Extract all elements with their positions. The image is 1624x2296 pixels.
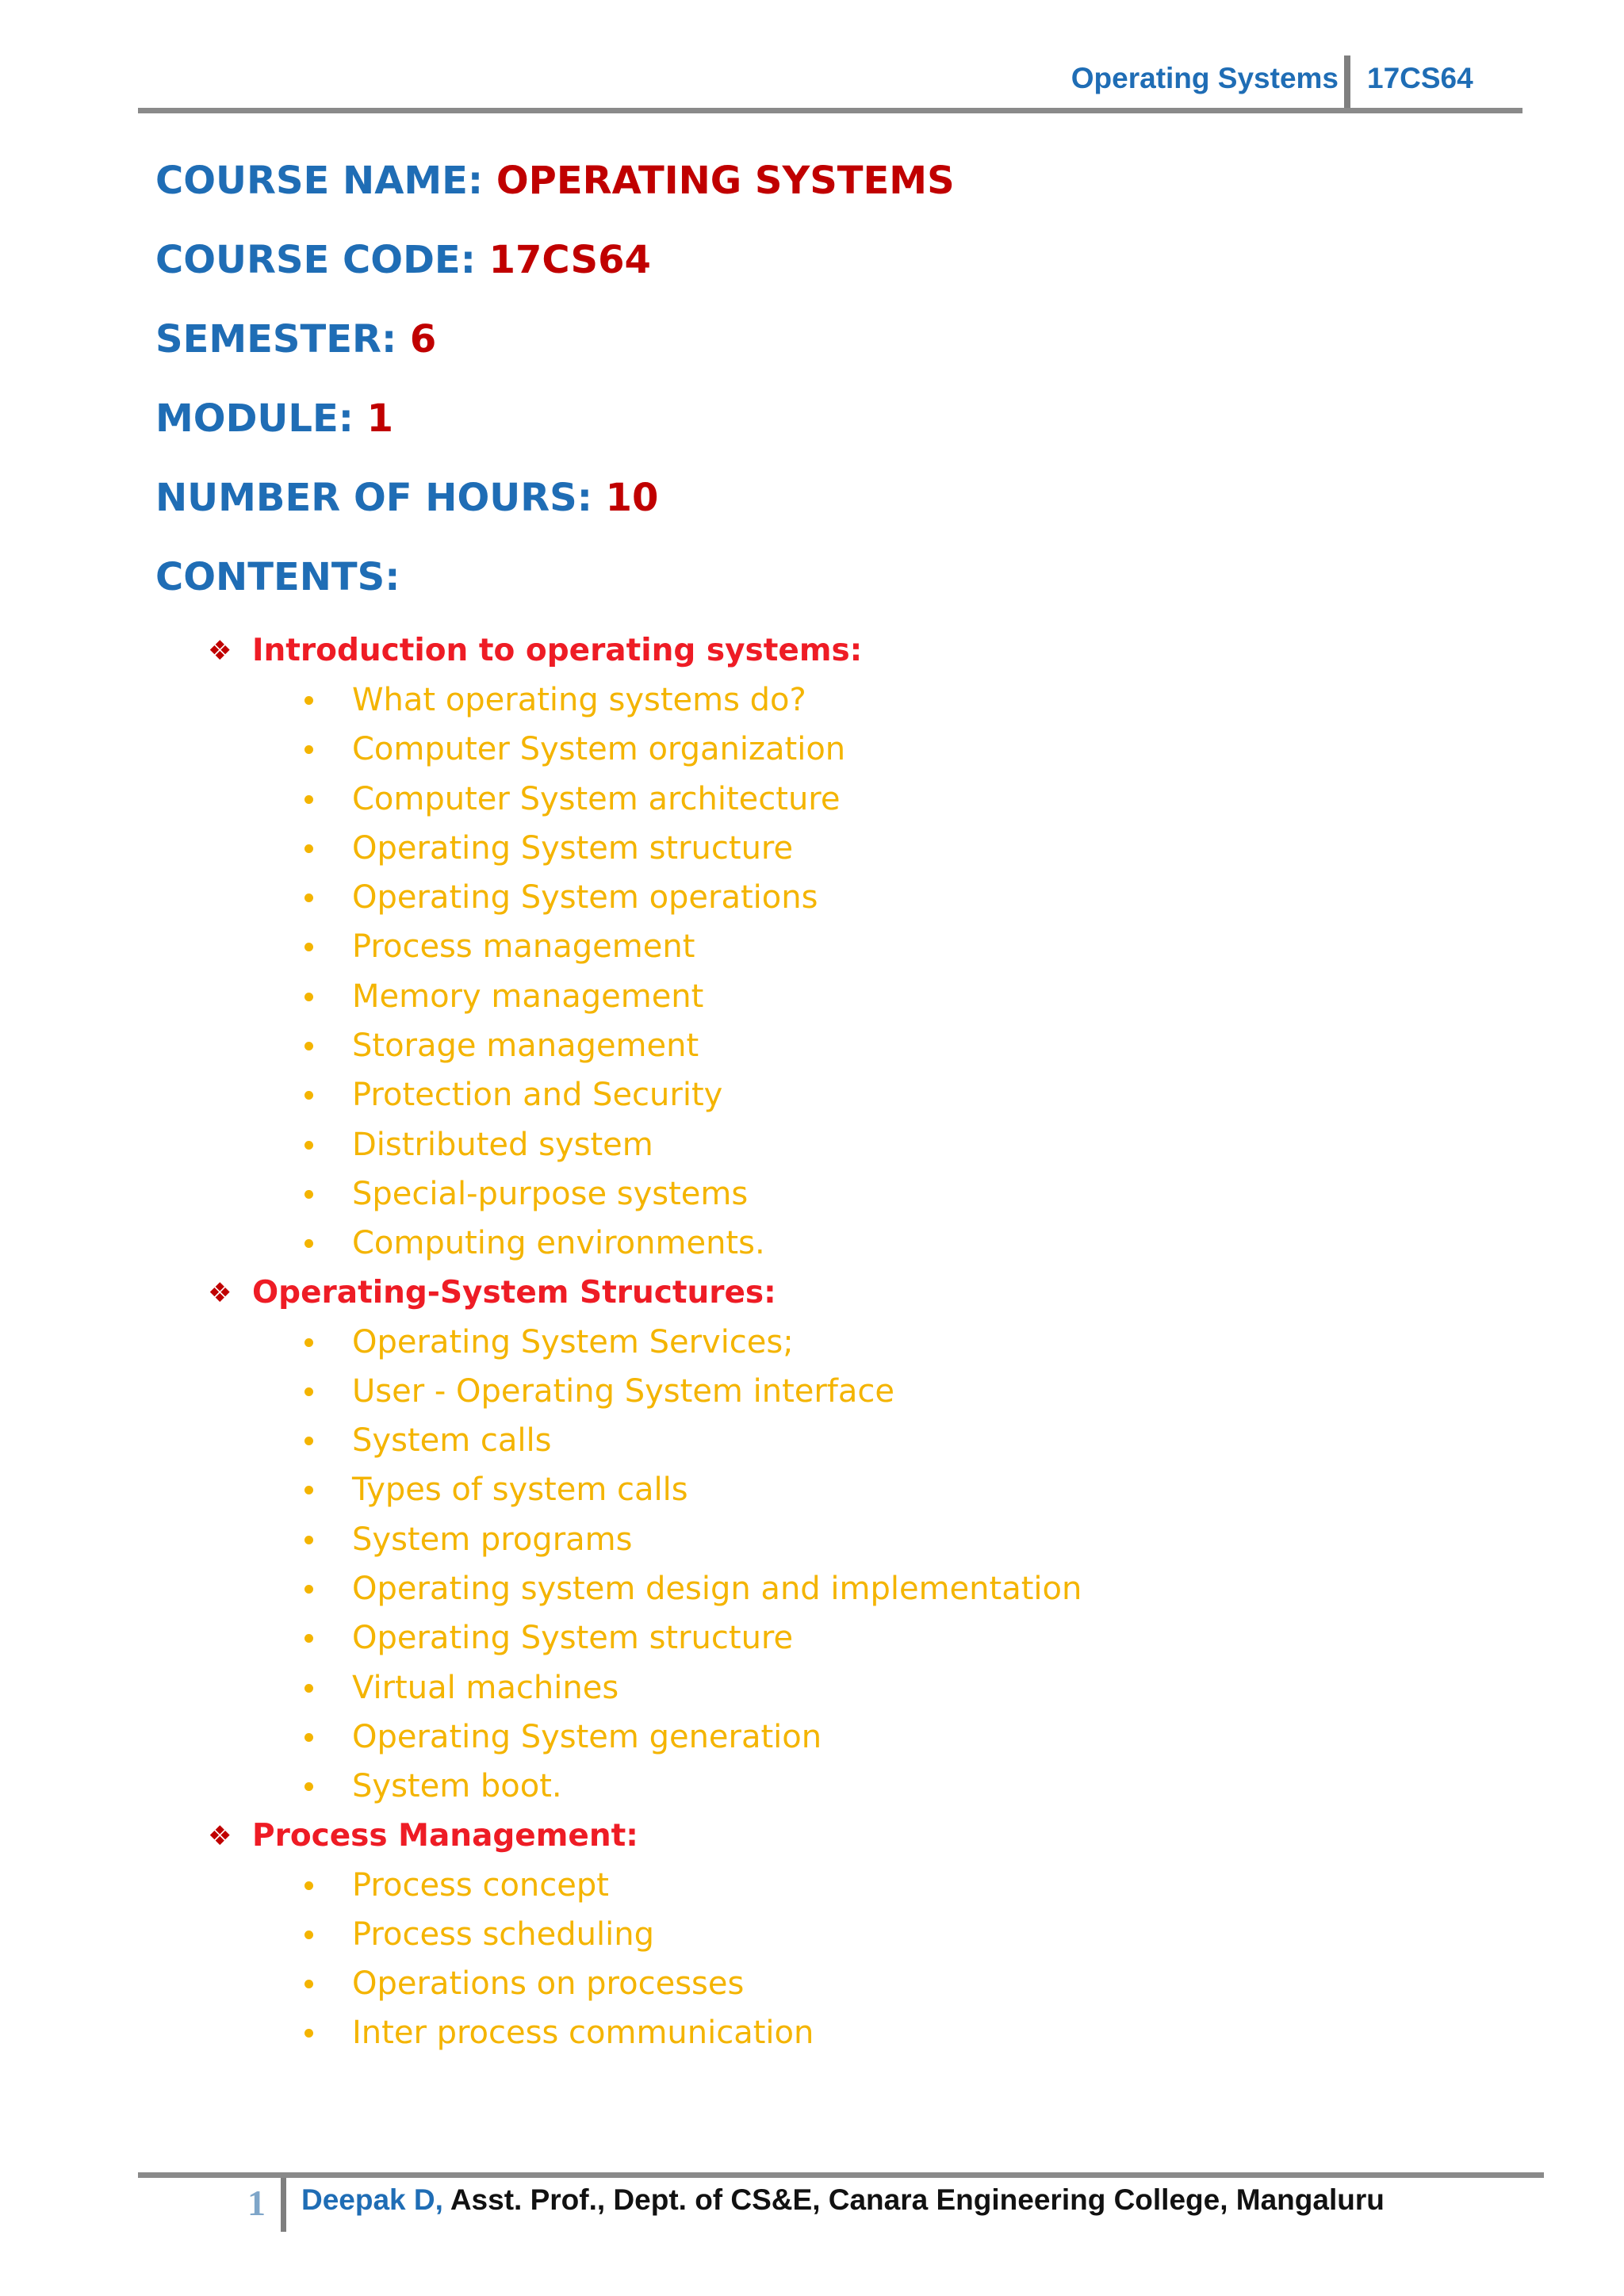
- contents-list: [0, 626, 1624, 2058]
- bullet-icon: [304, 943, 313, 951]
- contents-heading-line: [155, 547, 955, 626]
- list-item: [0, 922, 1624, 971]
- list-item-text: System calls: [352, 1422, 552, 1460]
- list-item-text: Operating System operations: [352, 879, 818, 916]
- topic-heading: [0, 626, 1624, 675]
- diamond-bullet-icon: ❖: [208, 1276, 232, 1309]
- bullet-icon: [304, 1536, 313, 1544]
- list-item: [0, 1021, 1624, 1070]
- bullet-icon: [304, 1190, 313, 1199]
- list-item-text: Operating system design and implementation: [352, 1571, 1082, 1608]
- list-item: [0, 1959, 1624, 2008]
- list-item: [0, 1318, 1624, 1367]
- footer-rule: [138, 2172, 1544, 2178]
- bullet-icon: [304, 1387, 313, 1396]
- list-item-text: User - Operating System interface: [352, 1372, 895, 1410]
- semester-line: [155, 309, 955, 388]
- list-item-text: Process scheduling: [352, 1915, 654, 1953]
- list-item: [0, 1712, 1624, 1762]
- list-item-text: System programs: [352, 1521, 633, 1558]
- page-number: 1: [247, 2183, 266, 2223]
- list-item-text: Computer System architecture: [352, 780, 841, 817]
- hours-label: NUMBER OF HOURS:: [155, 476, 606, 520]
- bullet-icon: [304, 844, 313, 853]
- list-item-text: System boot.: [352, 1768, 562, 1805]
- list-item: [0, 1762, 1624, 1811]
- list-item-text: Operating System generation: [352, 1718, 822, 1755]
- semester-label: SEMESTER:: [155, 317, 410, 362]
- list-item-text: Computing environments.: [352, 1225, 765, 1262]
- topic-heading: [0, 1269, 1624, 1318]
- list-item: [0, 1515, 1624, 1564]
- footer-author: Deepak D,: [301, 2183, 443, 2216]
- list-item-text: Memory management: [352, 978, 704, 1015]
- list-item: [0, 1070, 1624, 1119]
- bullet-icon: [304, 1486, 313, 1494]
- topic-heading: [0, 1812, 1624, 1861]
- course-name-line: [155, 151, 955, 230]
- header-course-code: 17CS64: [1367, 62, 1473, 94]
- course-name-label: COURSE NAME:: [155, 159, 496, 203]
- list-item: [0, 972, 1624, 1021]
- list-item-text: What operating systems do?: [352, 682, 806, 718]
- list-item: [0, 1169, 1624, 1219]
- bullet-icon: [304, 1585, 313, 1594]
- list-item: [0, 2008, 1624, 2057]
- contents-heading: CONTENTS:: [155, 555, 400, 599]
- topic-title: Introduction to operating systems:: [252, 633, 863, 668]
- list-item-text: Inter process communication: [352, 2015, 814, 2052]
- bullet-icon: [304, 1782, 313, 1791]
- header-divider: [1344, 55, 1350, 113]
- bullet-icon: [304, 1684, 313, 1693]
- course-code-label: COURSE CODE:: [155, 238, 489, 282]
- bullet-icon: [304, 1634, 313, 1643]
- list-item-text: Operating System structure: [352, 1620, 794, 1657]
- list-item: [0, 1219, 1624, 1268]
- bullet-icon: [304, 745, 313, 754]
- topic-title: Operating-System Structures:: [252, 1274, 776, 1311]
- bullet-icon: [304, 894, 313, 902]
- list-item: [0, 775, 1624, 824]
- list-item: [0, 1465, 1624, 1514]
- list-item-text: Process concept: [352, 1866, 609, 1904]
- bullet-icon: [304, 1881, 313, 1890]
- list-item-text: Operating System Services;: [352, 1323, 794, 1360]
- bullet-icon: [304, 1980, 313, 1988]
- list-item: [0, 675, 1624, 725]
- list-item: [0, 873, 1624, 922]
- bullet-icon: [304, 1733, 313, 1742]
- header-title: Operating Systems: [1071, 62, 1339, 94]
- course-name-value: OPERATING SYSTEMS: [496, 159, 955, 203]
- footer-divider: [281, 2178, 286, 2232]
- bullet-icon: [304, 1931, 313, 1939]
- footer-credit: [301, 2183, 1385, 2217]
- list-item: [0, 1663, 1624, 1712]
- list-item-text: Distributed system: [352, 1126, 653, 1163]
- bullet-icon: [304, 795, 313, 804]
- page-header: [0, 55, 1624, 117]
- bullet-icon: [304, 696, 313, 705]
- module-label: MODULE:: [155, 396, 367, 441]
- bullet-icon: [304, 1042, 313, 1050]
- list-item-text: Operating System structure: [352, 829, 794, 867]
- bullet-icon: [304, 993, 313, 1001]
- list-item-text: Types of system calls: [352, 1471, 688, 1509]
- topic-title: Process Management:: [252, 1817, 638, 1854]
- list-item-text: Computer System organization: [352, 731, 846, 768]
- bullet-icon: [304, 1091, 313, 1100]
- list-item-text: Process management: [352, 928, 695, 966]
- diamond-bullet-icon: ❖: [208, 1820, 232, 1852]
- hours-value: 10: [605, 476, 659, 520]
- course-code-line: [155, 230, 955, 309]
- module-value: 1: [366, 396, 394, 441]
- list-item: [0, 1613, 1624, 1663]
- list-item: [0, 1564, 1624, 1613]
- course-info: [155, 151, 955, 626]
- list-item: [0, 1861, 1624, 1910]
- list-item-text: Protection and Security: [352, 1077, 723, 1114]
- bullet-icon: [304, 1141, 313, 1150]
- bullet-icon: [304, 1338, 313, 1347]
- course-code-value: 17CS64: [488, 238, 651, 282]
- list-item: [0, 1367, 1624, 1416]
- footer-affiliation: Asst. Prof., Dept. of CS&E, Canara Engineering College, Mangaluru: [442, 2183, 1385, 2216]
- semester-value: 6: [409, 317, 437, 362]
- header-rule: [138, 108, 1522, 113]
- list-item: [0, 1910, 1624, 1959]
- list-item: [0, 1120, 1624, 1169]
- list-item-text: Virtual machines: [352, 1669, 619, 1706]
- list-item: [0, 1416, 1624, 1465]
- list-item-text: Special-purpose systems: [352, 1175, 749, 1212]
- list-item: [0, 725, 1624, 774]
- list-item-text: Storage management: [352, 1027, 699, 1065]
- hours-line: [155, 468, 955, 547]
- bullet-icon: [304, 1239, 313, 1248]
- diamond-bullet-icon: ❖: [208, 635, 232, 667]
- list-item-text: Operations on processes: [352, 1965, 745, 2003]
- bullet-icon: [304, 1437, 313, 1445]
- list-item: [0, 824, 1624, 873]
- bullet-icon: [304, 2029, 313, 2038]
- module-line: [155, 388, 955, 468]
